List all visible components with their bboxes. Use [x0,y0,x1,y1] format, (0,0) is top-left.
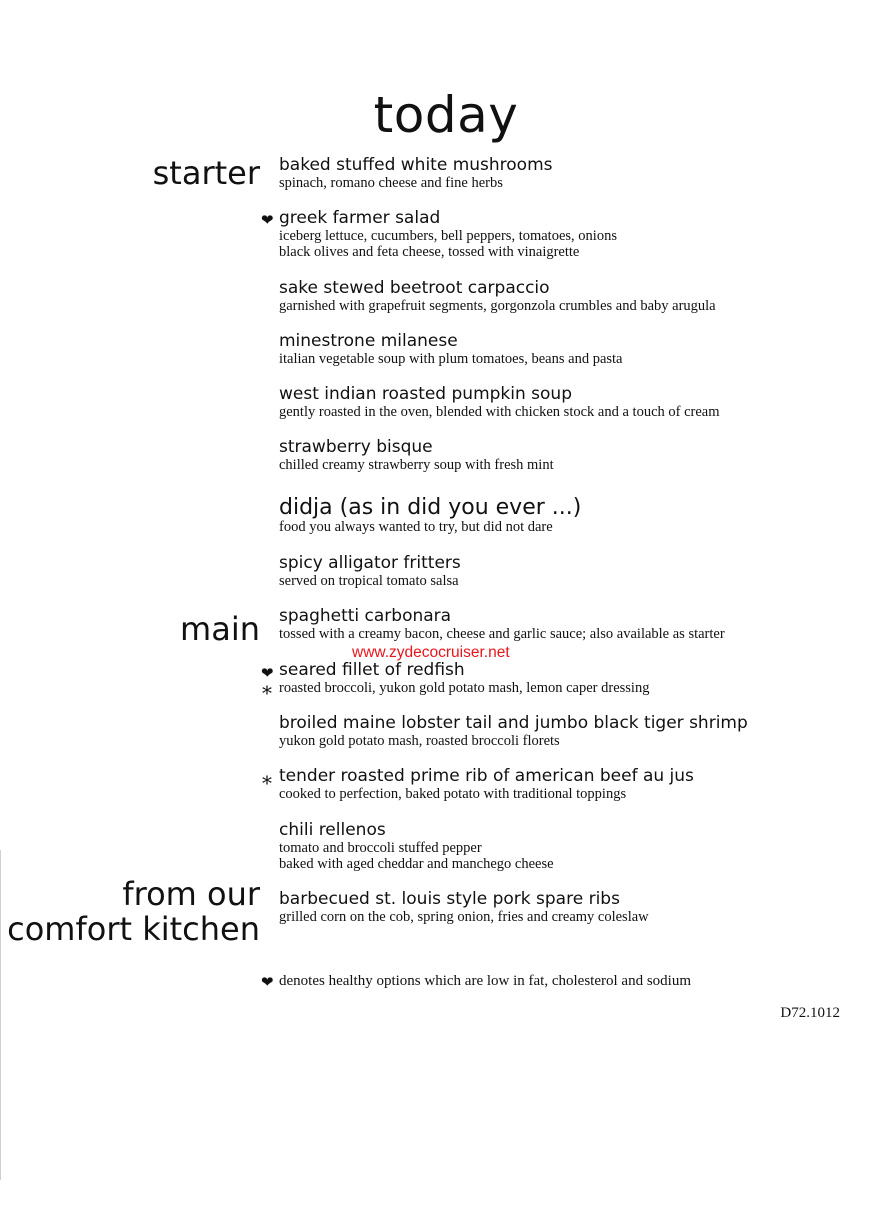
menu-item-pumpkin-soup [279,385,879,420]
item-name: greek farmer salad [279,208,441,228]
item-desc: baked with aged cheddar and manchego cheese [279,856,554,872]
item-name: baked stuffed white mushrooms [279,155,553,175]
item-desc: garnished with grapefruit segments, gorgonzola crumbles and baby arugula [279,298,716,314]
item-name: spaghetti carbonara [279,606,452,626]
item-desc: gently roasted in the oven, blended with chicken stock and a touch of cream [279,404,720,420]
item-name: sake stewed beetroot carpaccio [279,278,550,298]
item-name: minestrone milanese [279,331,458,351]
menu-item-chili-rellenos [279,821,879,872]
item-name: broiled maine lobster tail and jumbo black tiger shrimp [279,713,748,733]
section-main: main [180,610,260,648]
item-desc: roasted broccoli, yukon gold potato mash, lemon caper dressing [279,680,650,696]
menu-code: D72.1012 [780,1005,840,1021]
item-name: strawberry bisque [279,437,433,457]
menu-item-redfish [279,661,879,696]
healthy-heart-icon: ❤ [261,664,274,682]
item-name: tender roasted prime rib of american beef au jus [279,766,694,786]
item-desc: chilled creamy strawberry soup with fresh mint [279,457,554,473]
section-comfort-line-1: from our [122,875,260,913]
legend-text: denotes healthy options which are low in fat, cholesterol and sodium [279,973,691,989]
item-name: chili rellenos [279,820,386,840]
menu-item-greek-salad [279,209,879,260]
menu-item-didja [279,496,879,535]
item-name: seared fillet of redfish [279,660,465,680]
item-desc: black olives and feta cheese, tossed with vinaigrette [279,244,580,260]
chef-star-icon: * [262,771,272,795]
watermark-url: www.zydecocruiser.net [352,644,510,661]
menu-item-beetroot-carpaccio [279,279,879,314]
menu-item-pork-spare-ribs [279,890,879,925]
chef-star-icon: * [262,681,272,705]
menu-item-minestrone [279,332,879,367]
item-desc: grilled corn on the cob, spring onion, fries and creamy coleslaw [279,909,649,925]
item-name: barbecued st. louis style pork spare ribs [279,889,620,909]
item-desc: iceberg lettuce, cucumbers, bell peppers, tomatoes, onions [279,228,617,244]
menu-item-strawberry-bisque [279,438,879,473]
scan-edge-line [0,850,1,1180]
legend-heart-icon: ❤ [261,973,274,991]
menu-item-spaghetti-carbonara [279,607,879,642]
item-desc: spinach, romano cheese and fine herbs [279,175,503,191]
item-desc: served on tropical tomato salsa [279,573,459,589]
item-desc: tossed with a creamy bacon, cheese and garlic sauce; also available as starter [279,626,725,642]
item-desc: food you always wanted to try, but did not dare [279,519,553,535]
section-comfort-kitchen [7,877,260,947]
item-name: west indian roasted pumpkin soup [279,384,572,404]
item-name: didja (as in did you ever ...) [279,495,582,520]
item-desc: yukon gold potato mash, roasted broccoli florets [279,733,560,749]
menu-title: today [373,86,519,144]
menu-item-mushrooms [279,156,879,191]
item-desc: tomato and broccoli stuffed pepper [279,840,482,856]
menu-item-lobster-shrimp [279,714,879,749]
section-starter: starter [152,154,260,192]
section-comfort-line-2: comfort kitchen [7,910,260,948]
healthy-heart-icon: ❤ [261,211,274,229]
menu-item-prime-rib [279,767,879,802]
item-name: spicy alligator fritters [279,553,461,573]
menu-item-alligator-fritters [279,554,879,589]
item-desc: cooked to perfection, baked potato with traditional toppings [279,786,627,802]
item-desc: italian vegetable soup with plum tomatoes, beans and pasta [279,351,623,367]
